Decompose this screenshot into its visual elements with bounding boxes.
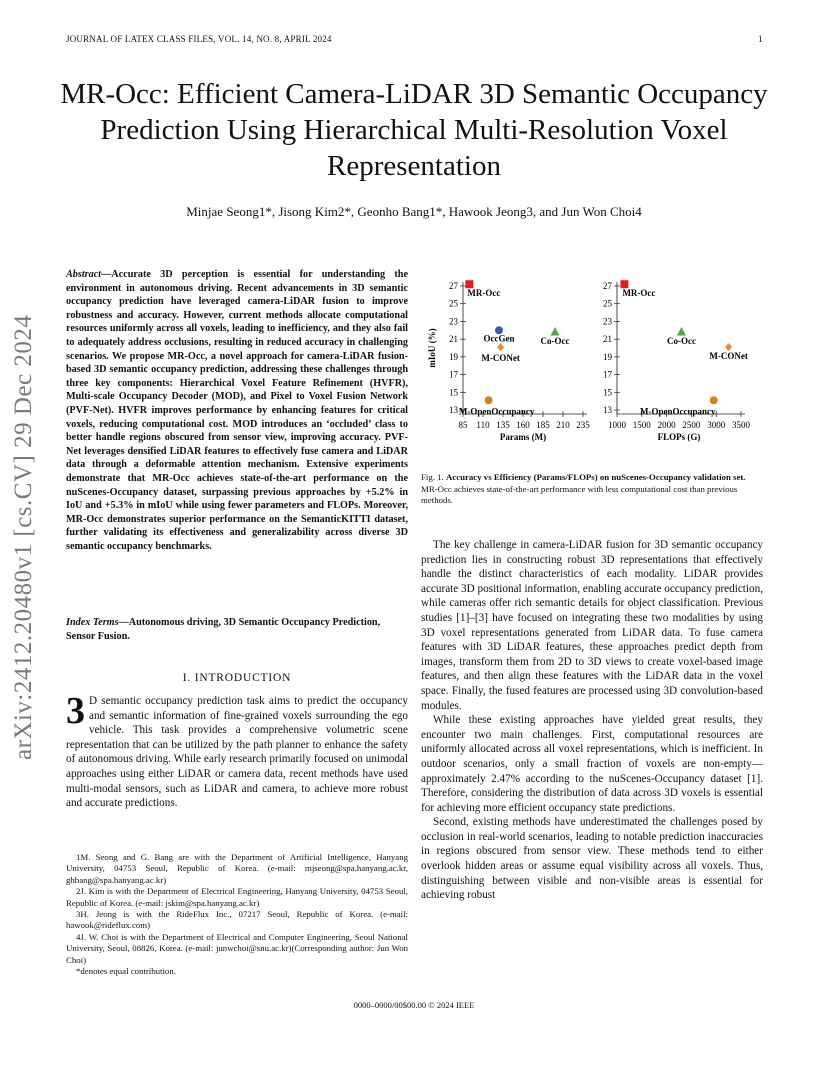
data-point-m-openoccupancy	[710, 396, 718, 404]
point-label: MR-Occ	[622, 288, 656, 299]
point-label: M-CONet	[709, 351, 748, 362]
data-point-co-occ	[551, 327, 560, 336]
point-label: M-OpenOccupancy	[639, 406, 716, 417]
point-label: Co-Occ	[540, 336, 570, 347]
x-axis-label: Params (M)	[499, 432, 547, 442]
y-tick-label: 27	[603, 281, 612, 291]
data-point-mr-occ	[620, 280, 628, 288]
dropcap: 3	[66, 690, 85, 732]
x-tick-label: 85	[458, 420, 468, 430]
data-point-m-conet	[497, 343, 504, 351]
y-tick-label: 15	[449, 387, 458, 398]
index-terms	[66, 616, 408, 643]
point-label: M-OpenOccupancy	[458, 406, 535, 417]
y-tick-label: 19	[603, 351, 612, 362]
index-terms-label: Index Terms	[66, 617, 119, 628]
x-tick-label: 3500	[732, 420, 750, 430]
paper-title: MR-Occ: Efficient Camera-LiDAR 3D Semantic Occupancy Prediction Using Hierarchical Multi-Resolution Voxel Representation	[60, 78, 768, 182]
point-label: MR-Occ	[467, 288, 501, 299]
data-point-co-occ	[677, 327, 686, 336]
right-column-text	[421, 538, 763, 903]
y-tick-label: 23	[449, 316, 458, 327]
point-label: M-CONet	[481, 353, 520, 364]
point-label: OccGen	[483, 333, 515, 344]
x-tick-label: 1500	[632, 420, 651, 430]
y-tick-label: 25	[449, 298, 458, 309]
x-tick-label: 235	[576, 420, 590, 430]
footnote: 3H. Jeong is with the RideFlux Inc., 07217 Seoul, Republic of Korea. (e-mail: hawook@rideflux.com)	[66, 909, 408, 931]
abstract-text: —Accurate 3D perception is essential for understanding the environment in autonomous driving. Recent advancements in 3D semantic occupancy prediction have leveraged camera-LiDAR fusion to improve robustness and accuracy. However, current methods allocate computational resources uniformly across all voxels, leading to inefficiency, and they also fail to adequately address occlusions, resulting in reduced accuracy in challenging scenarios. We propose MR-Occ, a novel approach for camera-LiDAR fusion-based 3D semantic occupancy prediction, addressing these challenges through three key components: Hierarchical Voxel Feature Refinement (HVFR), Multi-scale Occupancy Decoder (MOD), and Pixel to Voxel Fusion Network (PVF-Net). HVFR improves performance by enhancing features for critical voxels, reducing computational cost. MOD introduces an ‘occluded’ class to better handle regions obscured from sensor view, improving accuracy. PVF-Net leverages densified LiDAR features to effectively fuse camera and LiDAR data through a deformable attention mechanism. Extensive experiments demonstrate that MR-Occ achieves state-of-the-art performance on the nuScenes-Occupancy dataset, surpassing previous approaches by +5.2% in IoU and +5.3% in mIoU while using fewer parameters and FLOPs. Moreover, MR-Occ demonstrates superior performance on the SemanticKITTI dataset, further validating its effectiveness and generalizability across diverse 3D semantic occupancy benchmarks.	[66, 269, 408, 552]
y-tick-label: 25	[603, 298, 612, 309]
index-terms-text: —Autonomous driving, 3D Semantic Occupancy Prediction, Sensor Fusion.	[66, 617, 381, 642]
footnote: 2J. Kim is with the Department of Electrical Engineering, Hanyang University, 04753 Seoul, Republic of Korea. (e-mail: jskim@spa.hanyang.ac.kr)	[66, 886, 408, 908]
footnote: 1M. Seong and G. Bang are with the Department of Artificial Intelligence, Hanyang University, 04753 Seoul, Republic of Korea. (e-mail: mjseong@spa.hanyang.ac.kr, ghbang@spa.hanyang.ac.kr)	[66, 852, 408, 885]
page-number: 1	[758, 34, 763, 44]
data-point-m-conet	[725, 343, 732, 351]
figure-caption	[421, 472, 763, 507]
intro-paragraph	[66, 690, 408, 811]
x-tick-label: 1000	[608, 420, 626, 430]
intro-text: D semantic occupancy prediction task aims to predict the occupancy and semantic information of fine-grained voxels surrounding the ego vehicle. This task provides a comprehensive volumetric scene representation that can be utilized by the path planner to enhance the safety of autonomous driving. While early research primarily focused on unimodal approaches using either LiDAR or camera data, recent methods have used multi-modal sensors, such as LiDAR and camera, to achieve more robust and accurate predictions.	[66, 695, 408, 810]
flops-chart	[603, 280, 751, 442]
x-tick-label: 110	[476, 420, 490, 430]
caption-label: Fig. 1.	[421, 472, 444, 482]
arxiv-stamp: arXiv:2412.20480v1 [cs.CV] 29 Dec 2024	[10, 314, 37, 760]
author-list: Minjae Seong1*, Jisong Kim2*, Geonho Bang1*, Hawook Jeong3, and Jun Won Choi4	[186, 204, 642, 219]
paragraph: While these existing approaches have yielded great results, they encounter two main challenges. First, computational resources are uniformly allocated across all voxel representations, which is inefficient. In outdoor scenarios, only a small fraction of voxels are non-empty—approximately 2.47% according to the nuScenes-Occupancy dataset [1]. Therefore, considering the distribution of data across 3D voxels is essential for achieving more efficient occupancy state predictions.	[421, 714, 763, 814]
y-tick-label: 19	[449, 351, 458, 362]
x-tick-label: 3000	[707, 420, 726, 430]
data-point-mr-occ	[465, 280, 473, 288]
point-label: Co-Occ	[666, 336, 696, 347]
x-tick-label: 160	[516, 420, 530, 430]
y-tick-label: 27	[449, 281, 458, 291]
x-tick-label: 2000	[657, 420, 676, 430]
x-tick-label: 2500	[682, 420, 701, 430]
footnote: 4J. W. Choi is with the Department of Electrical and Computer Engineering, Seoul National University, Seoul, 08826, Korea. (e-mail: junwchoi@snu.ac.kr)(Corresponding author: Jun Won Choi)	[66, 931, 408, 965]
x-axis-label: FLOPs (G)	[657, 432, 701, 442]
y-tick-label: 21	[603, 334, 612, 345]
y-tick-label: 17	[449, 369, 458, 380]
footnote: *denotes equal contribution.	[76, 966, 176, 977]
footnotes	[66, 852, 408, 977]
y-tick-label: 17	[603, 369, 612, 380]
y-tick-label: 23	[603, 316, 612, 327]
figure-1	[421, 278, 763, 450]
copyright-footer: 0000–0000/00$00.00 © 2024 IEEE	[353, 1000, 475, 1010]
y-tick-label: 21	[449, 334, 458, 345]
section-title: I. INTRODUCTION	[182, 672, 292, 684]
abstract-label: Abstract	[66, 269, 102, 280]
journal-header: JOURNAL OF LATEX CLASS FILES, VOL. 14, NO. 8, APRIL 2024	[66, 34, 332, 44]
paragraph: Second, existing methods have underestimated the challenges posed by occlusion in real-world scenarios, leading to notable prediction inaccuracies in regions obscured from sensor view. These methods tend to either overlook hidden areas or assume equal visibility across all voxels. Thus, distinguishing between visible and non-visible areas is essential for achieving robust	[421, 816, 763, 902]
paragraph: The key challenge in camera-LiDAR fusion for 3D semantic occupancy prediction lies in constructing robust 3D representations that effectively handle the distinct characteristics of each modality. LiDAR provides accurate 3D positional information, enabling accurate occupancy prediction, while cameras offer rich semantic details for object classification. Previous studies [1]–[3] have focused on integrating these two modalities by using 3D voxel representations generated from LiDAR data. To fuse camera features with 3D LiDAR features, these approaches predict depth from images, transform them from 2D to 3D views to create voxel-based image features, and then align these features with the LiDAR data in the voxel space. Finally, the fused features are processed using 3D convolution-based modules.	[421, 539, 764, 712]
y-tick-label: 13	[449, 405, 458, 415]
caption-bold: Accuracy vs Efficiency (Params/FLOPs) on nuScenes-Occupancy validation set.	[445, 472, 746, 482]
y-axis-label: mIoU (%)	[427, 328, 437, 368]
y-tick-label: 13	[603, 405, 612, 415]
params-chart	[427, 280, 590, 442]
abstract	[66, 268, 408, 553]
x-tick-label: 210	[556, 420, 570, 430]
x-tick-label: 185	[536, 420, 550, 430]
x-tick-label: 135	[496, 420, 510, 430]
caption-text: MR-Occ achieves state-of-the-art performance with less computational cost than previous methods.	[421, 483, 738, 506]
data-point-m-openoccupancy	[485, 396, 493, 404]
y-tick-label: 15	[603, 387, 612, 398]
